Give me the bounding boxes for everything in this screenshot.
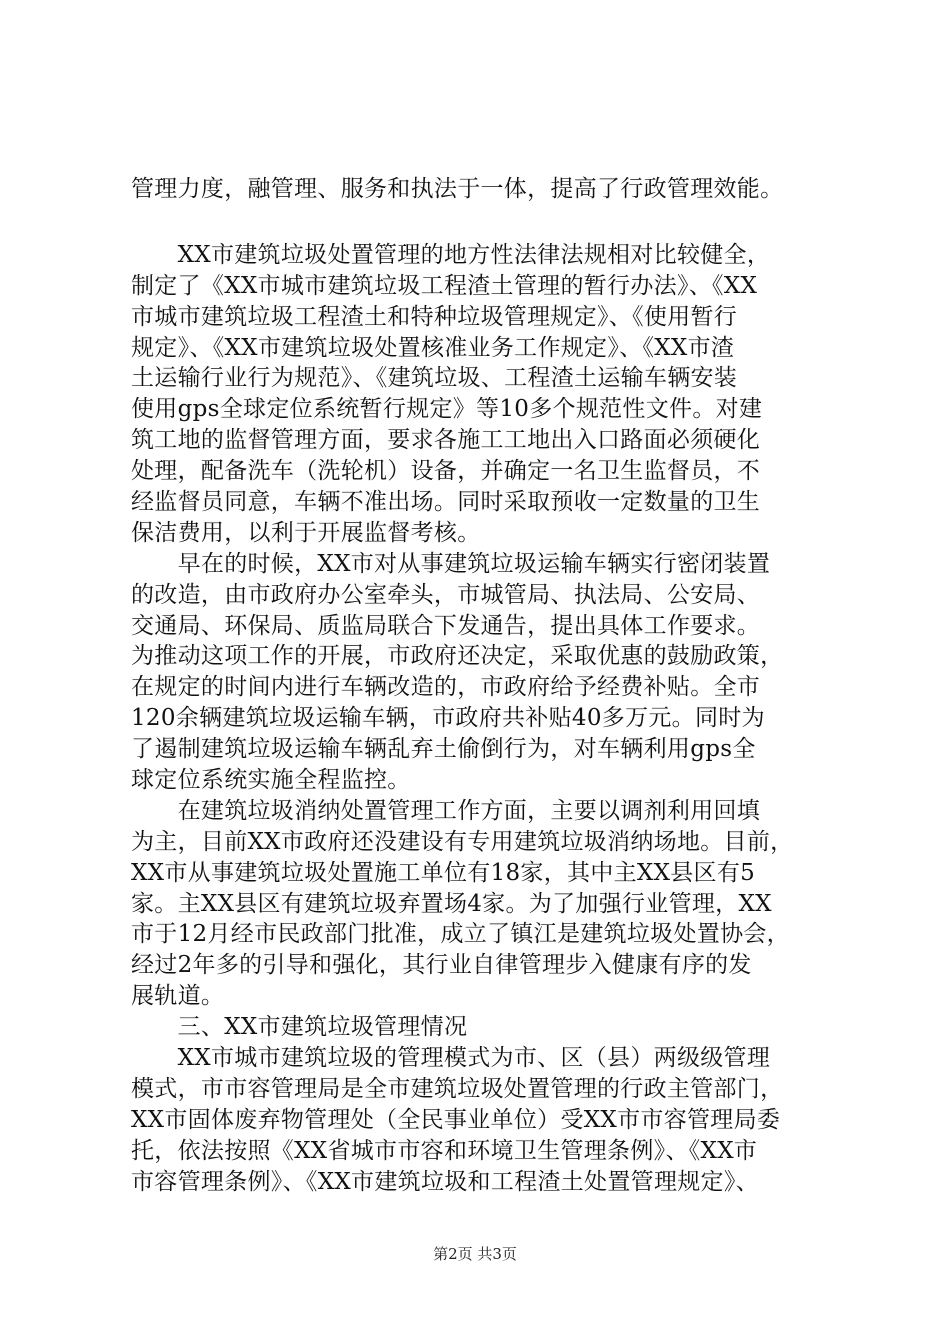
text-line: 保洁费用，以利于开展监督考核。 [131,519,481,546]
paragraph-regulations [131,240,841,549]
section-heading [131,1012,841,1043]
document-body [131,174,841,1198]
text-line: 在建筑垃圾消纳处置管理工作方面，主要以调剂利用回填 [131,797,761,824]
text-line: 模式，市市容管理局是全市建筑垃圾处置管理的行政主管部门， [131,1075,784,1102]
text-line: 市于12月经市民政部门批准，成立了镇江是建筑垃圾处置协会， [131,921,790,948]
paragraph-disposal [131,796,841,1012]
page-footer: 第2页 共3页 [433,1245,517,1263]
text-line: XX市城市建筑垃圾的管理模式为市、区（县）两级级管理 [131,1045,771,1072]
text-line: 早在的时候，XX市对从事建筑垃圾运输车辆实行密闭装置 [131,550,771,577]
text-line: 球定位系统实施全程监控。 [131,767,411,794]
text-line: 市容管理条例》、《XX市建筑垃圾和工程渣土处置管理规定》、 [131,1168,759,1195]
text-line: 使用gps全球定位系统暂行规定》等10多个规范性文件。对建 [131,396,763,423]
text-line: 家。主XX县区有建筑垃圾弃置场4家。为了加强行业管理，XX [131,890,772,917]
text-line: 土运输行业行为规范》、《建筑垃圾、工程渣土运输车辆安装 [131,365,738,392]
text-line: 在规定的时间内进行车辆改造的，市政府给予经费补贴。全市 [131,674,761,701]
text-line: 市城市建筑垃圾工程渣土和特种垃圾管理规定》、《使用暂行 [131,303,738,330]
text-line: 处理，配备洗车（洗轮机）设备，并确定一名卫生监督员，不 [131,458,761,485]
text-line: 的改造，由市政府办公室牵头，市城管局、执法局、公安局、 [131,581,761,608]
paragraph-vehicle-retrofit [131,549,841,796]
paragraph-gap [131,205,841,240]
text-line: 为主，目前XX市政府还没建设有专用建筑垃圾消纳场地。目前， [131,828,794,855]
text-line: 120余辆建筑垃圾运输车辆，市政府共补贴40多万元。同时为 [131,705,765,732]
paragraph-management-model [131,1043,841,1197]
text-line: 展轨道。 [131,983,225,1010]
text-line: 管理力度，融管理、服务和执法于一体，提高了行政管理效能。 [131,176,784,202]
text-line: XX市建筑垃圾处置管理的地方性法律法规相对比较健全， [131,241,771,268]
text-line: XX市固体废弃物管理处（全民事业单位）受XX市市容管理局委 [131,1106,781,1133]
text-line: 筑工地的监督管理方面，要求各施工工地出入口路面必须硬化 [131,427,761,454]
text-line: 了遏制建筑垃圾运输车辆乱弃土偷倒行为，对车辆利用gps全 [131,736,756,763]
paragraph-intro [131,174,841,205]
text-line: 经监督员同意，车辆不准出场。同时采取预收一定数量的卫生 [131,489,761,516]
heading-line: 三、XX市建筑垃圾管理情况 [131,1014,468,1041]
text-line: 为推动这项工作的开展，市政府还决定，采取优惠的鼓励政策， [131,643,784,670]
text-line: 经过2年多的引导和强化，其行业自律管理步入健康有序的发 [131,952,752,979]
text-line: 交通局、环保局、质监局联合下发通告，提出具体工作要求。 [131,612,761,639]
text-line: 托，依法按照《XX省城市市容和环境卫生管理条例》、《XX市 [131,1137,758,1164]
text-line: 规定》、《XX市建筑垃圾处置核准业务工作规定》、《XX市渣 [131,334,735,361]
text-line: 制定了《XX市城市建筑垃圾工程渣土管理的暂行办法》、《XX [131,272,758,299]
text-line: XX市从事建筑垃圾处置施工单位有18家，其中主XX县区有5 [131,859,756,886]
